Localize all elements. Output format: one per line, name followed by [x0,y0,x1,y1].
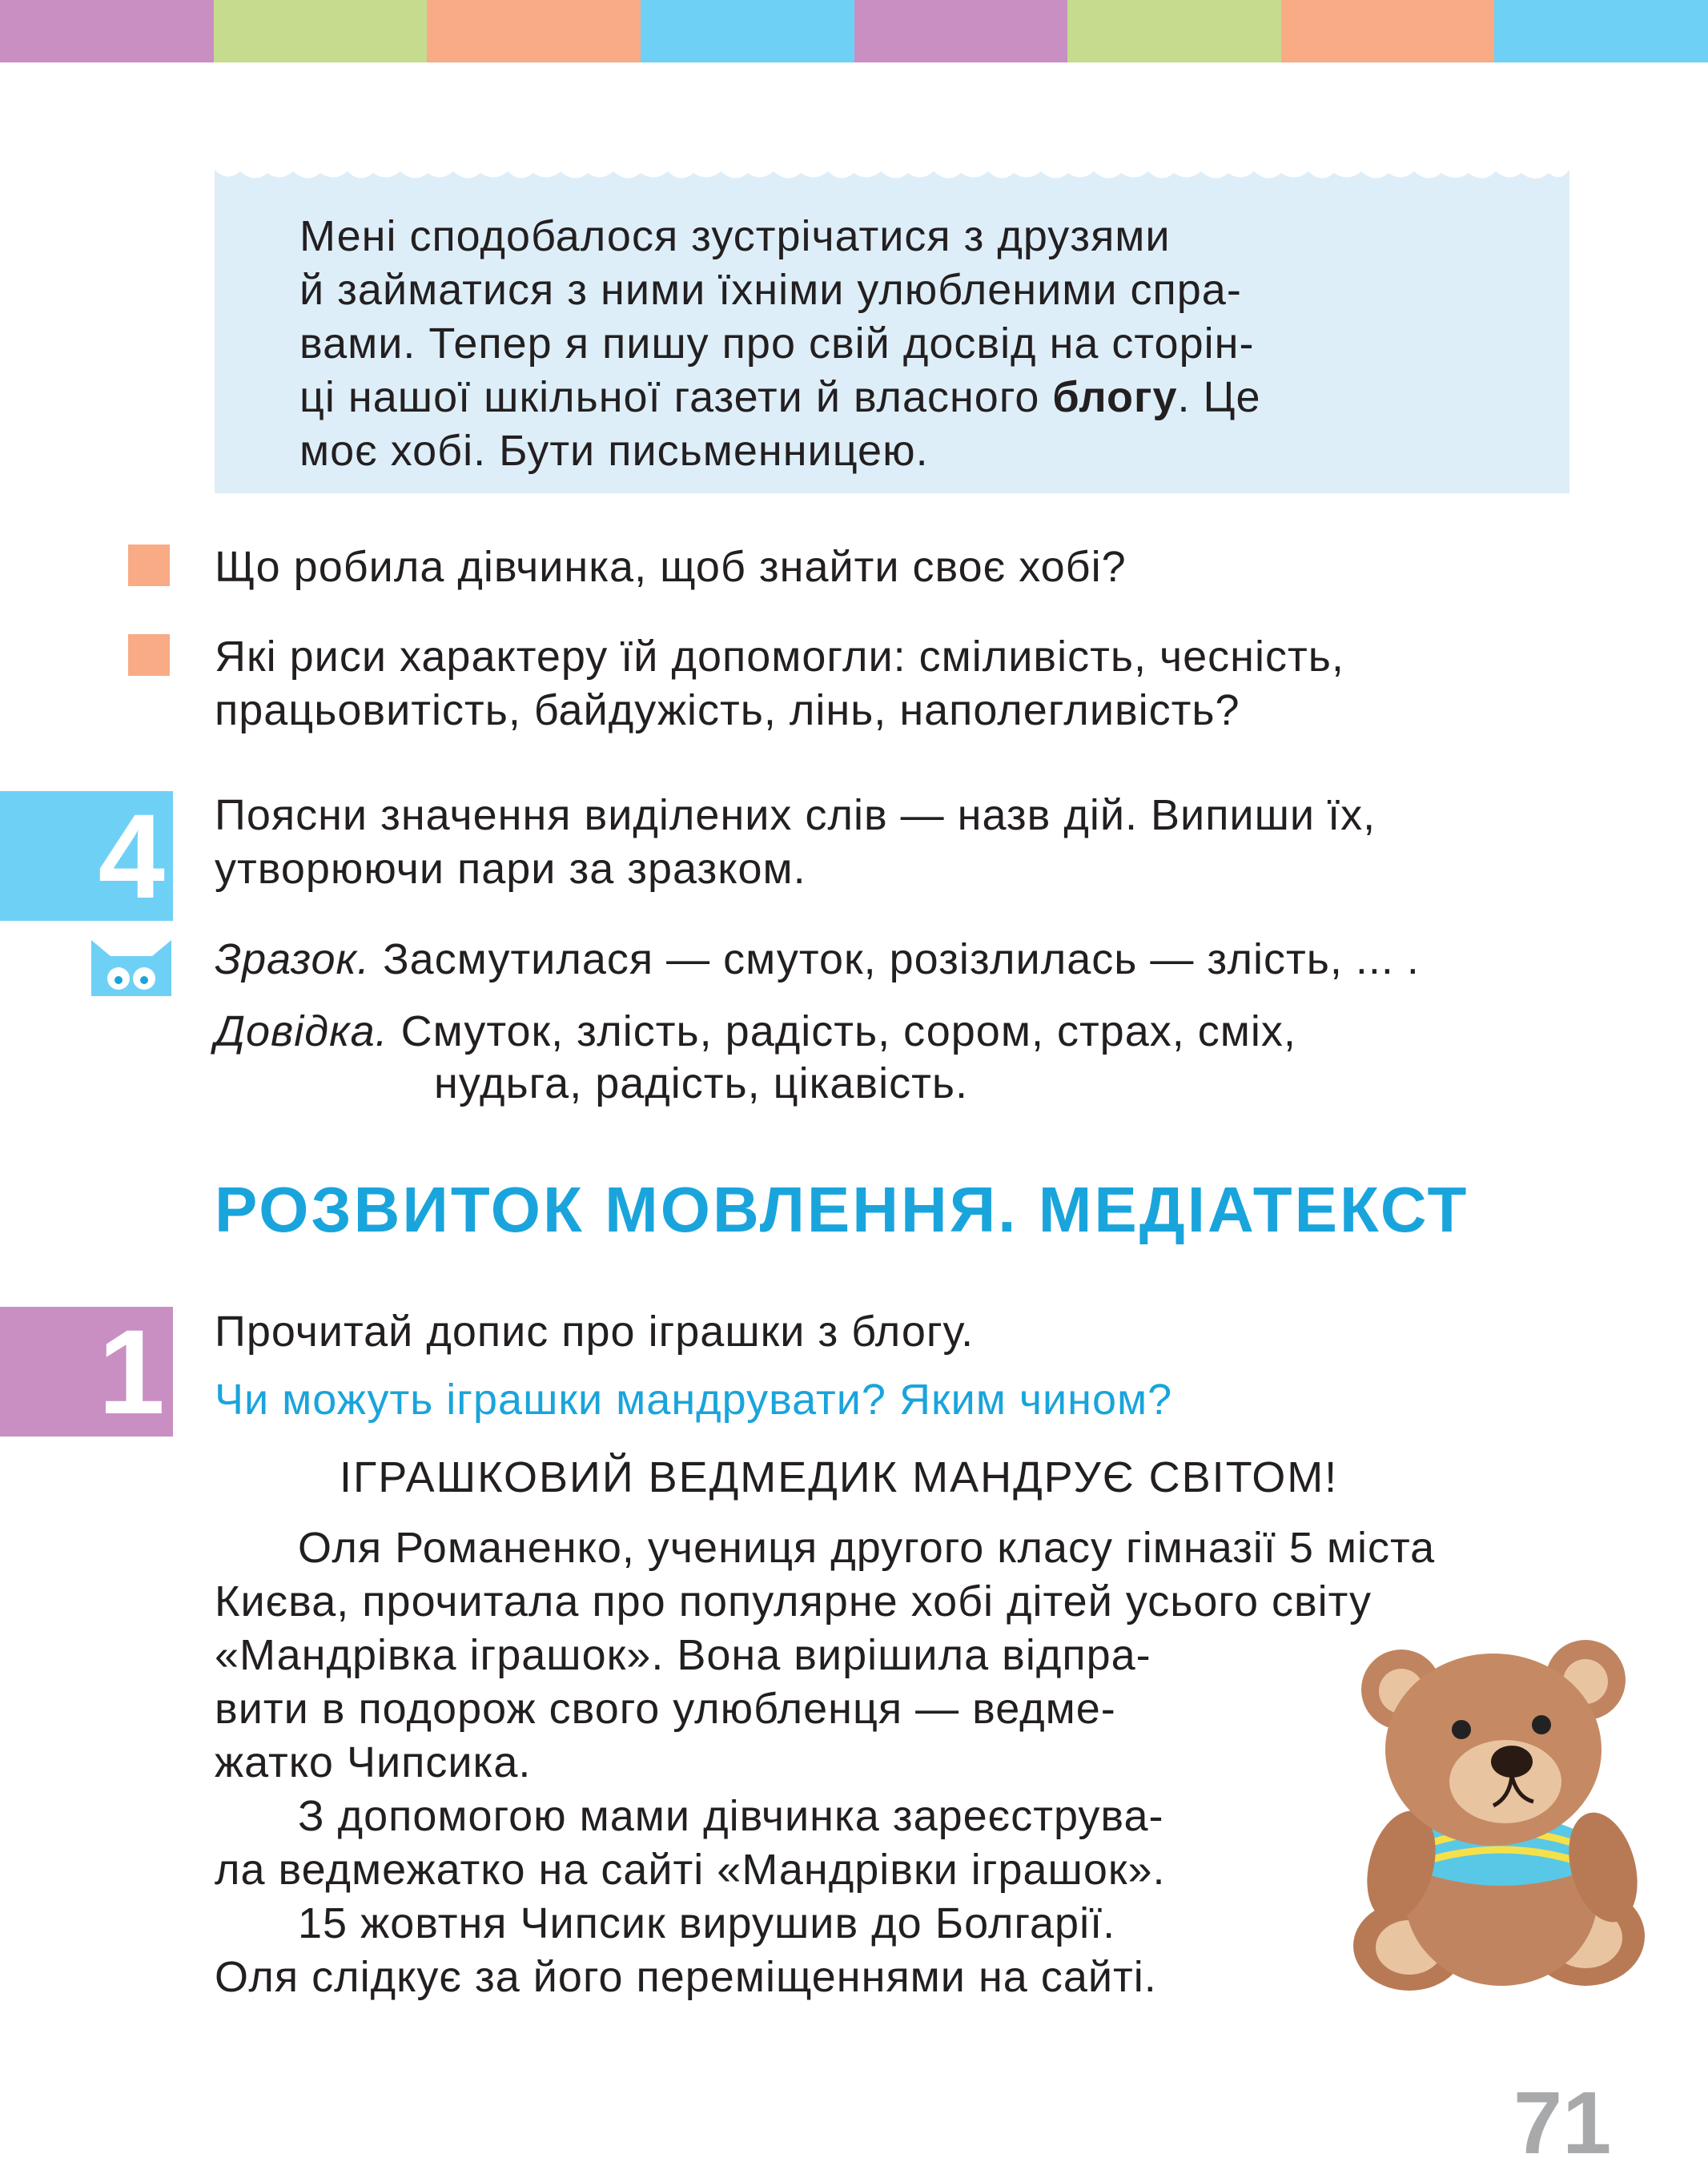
sample-label: Зразок. [215,935,371,983]
bold-word: блогу [1052,373,1178,421]
task-number: 1 [98,1304,165,1439]
reference-line-2: нудьга, радість, цікавість. [434,1059,968,1107]
stripe-segment [1494,0,1708,62]
stripe-segment [641,0,854,62]
question-2: Які риси характеру їй допомогли: сміливість, чесність, працьовитість, байдужість, лінь, наполегливість? [215,633,1344,734]
stripe-segment [1067,0,1281,62]
story-paragraph: 15 жовтня Чипсик вирушив до Болгарії. Оля слідкує за його переміщеннями на сайті. [215,1899,1157,2001]
top-color-stripe [0,0,1708,62]
question-1: Що робила дівчинка, щоб знайти своє хобі? [215,543,1127,591]
task-number: 4 [98,788,165,923]
sample-line [215,933,1592,987]
task4-instruction: Поясни значення виділених слів — назв дій. Випиши їх, утворюючи пари за зразком. [215,791,1376,893]
section-title: РОЗВИТОК МОВЛЕННЯ. МЕДІАТЕКСТ [215,1174,1469,1245]
reference-text: Смуток, злість, радість, сором, страх, сміх, [388,1007,1296,1055]
stripe-segment [1281,0,1495,62]
task1-instruction: Прочитай допис про іграшки з блогу. [215,1308,975,1356]
sample-text: Засмутилася — смуток, розізлилась — злість, ... . [370,935,1420,983]
bullet-square [128,634,170,676]
task-number-badge [0,788,173,923]
bullet-square [128,544,170,586]
teddy-bear-illustration [1345,1634,1650,2002]
cat-icon [86,935,176,996]
task1-question: Чи можуть іграшки мандрувати? Яким чином? [215,1376,1173,1424]
stripe-segment [0,0,214,62]
torn-edge [215,159,1569,191]
reference-label: Довідка. [215,1007,388,1055]
page-number: 71 [1513,2074,1612,2172]
story-paragraph: З допомогою мами дівчинка зареєструва- ла ведмежатко на сайті «Мандрівки іграшок». [215,1792,1166,1894]
stripe-segment [214,0,428,62]
stripe-segment [854,0,1068,62]
note-text: Мені сподобалося зустрічатися з друзями й займатися з ними їхніми улюбленими спра- вами. Тепер я пишу про свій досвід на сторін- ці нашої шкільної газети й власного блогу. Це моє хобі. Бути письменницею. [299,212,1261,475]
story-paragraph: Оля Романенко, учениця другого класу гімназії 5 міста Києва, прочитала про популярне хобі дітей усього світу «Мандрівка іграшок». Вона вирішила відпра- вити в подорож свого улюбленця — ведме- жатко Чипсика. [215,1524,1436,1786]
task-number-badge [0,1304,173,1439]
reference-line-1 [215,1005,1592,1059]
stripe-segment [427,0,641,62]
story-title: ІГРАШКОВИЙ ВЕДМЕДИК МАНДРУЄ СВІТОМ! [340,1453,1339,1501]
